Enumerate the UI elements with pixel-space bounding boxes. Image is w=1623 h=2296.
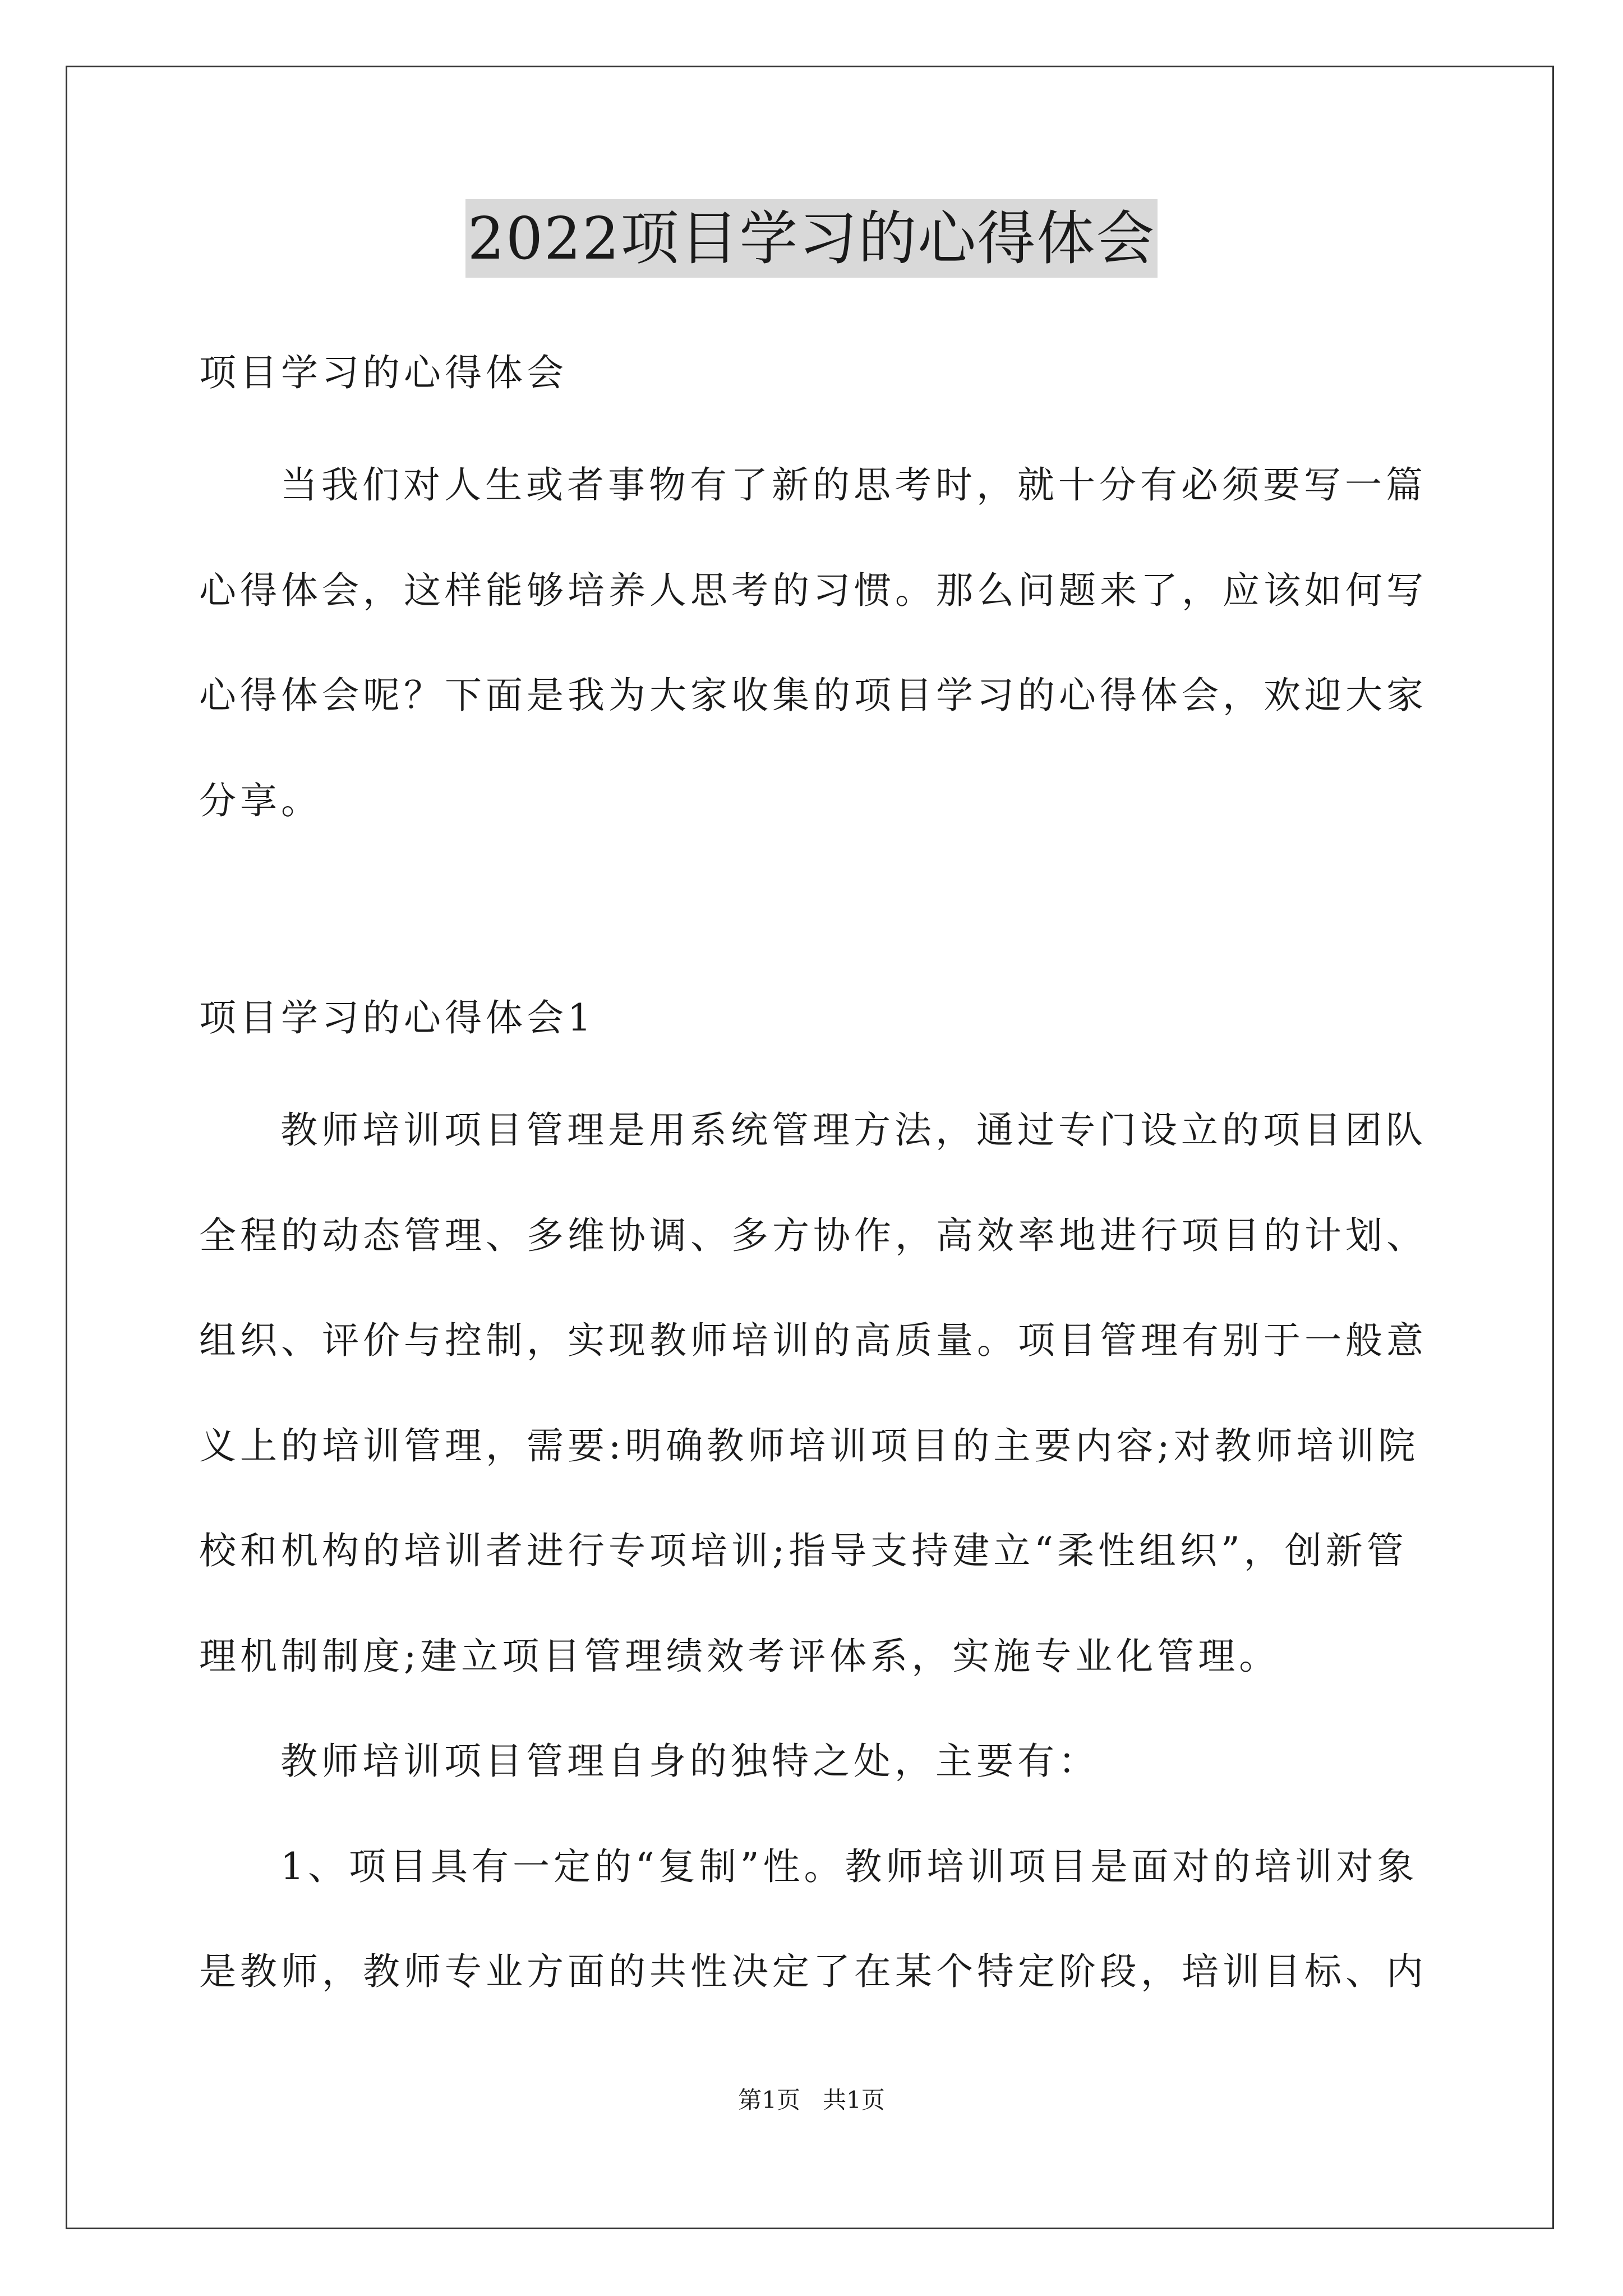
paragraph-line: 全程的动态管理、多维协调、多方协作，高效率地进行项目的计划、 [199,1214,1427,1257]
page-number-footer: 第1页 共1页 [738,2086,885,2114]
paragraph-line: 义上的培训管理，需要:明确教师培训项目的主要内容;对教师培训院 [199,1424,1419,1467]
section-heading: 项目学习的心得体会1 [199,996,595,1039]
paragraph-line: 校和机构的培训者进行专项培训;指导支持建立“柔性组织”，创新管 [199,1529,1408,1572]
paragraph-line: 教师培训项目管理自身的独特之处，主要有： [280,1740,1099,1783]
section-heading: 项目学习的心得体会 [199,351,568,394]
paragraph-line: 组织、评价与控制，实现教师培训的高质量。项目管理有别于一般意 [199,1319,1427,1362]
paragraph-line: 教师培训项目管理是用系统管理方法，通过专门设立的项目团队 [280,1108,1427,1152]
paragraph-line: 当我们对人生或者事物有了新的思考时，就十分有必须要写一篇 [280,463,1427,507]
paragraph-line: 心得体会，这样能够培养人思考的习惯。那么问题来了，应该如何写 [199,569,1427,612]
paragraph-line: 是教师，教师专业方面的共性决定了在某个特定阶段，培训目标、内 [199,1950,1427,1993]
paragraph-line: 心得体会呢？下面是我为大家收集的项目学习的心得体会，欢迎大家 [199,674,1427,717]
title-container [0,199,1623,278]
paragraph-line: 分享。 [199,779,322,822]
paragraph-line: 1、项目具有一定的“复制”性。教师培训项目是面对的培训对象 [280,1845,1418,1888]
document-title: 2022项目学习的心得体会 [465,199,1158,278]
paragraph-line: 理机制制度;建立项目管理绩效考评体系，实施专业化管理。 [199,1635,1280,1678]
